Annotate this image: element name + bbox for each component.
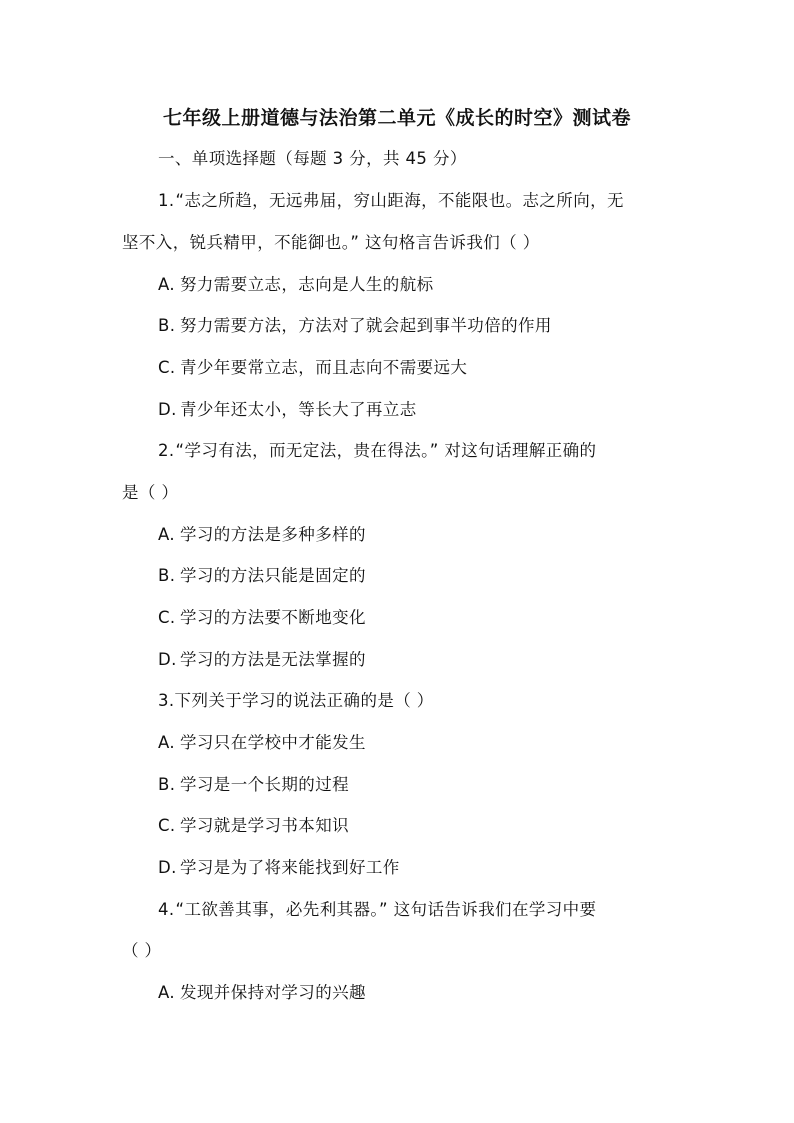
question-2-option-b: B. 学习的方法只能是固定的 <box>158 566 366 585</box>
question-3-option-a: A. 学习只在学校中才能发生 <box>158 733 366 752</box>
question-4-number: 4. <box>158 900 175 919</box>
question-2-number: 2. <box>158 441 175 460</box>
question-1-stem-line-2: 坚不入，锐兵精甲，不能御也。” 这句格言告诉我们（ ） <box>122 233 540 252</box>
question-2-stem-line-2: 是（ ） <box>122 483 179 502</box>
question-1-option-a: A. 努力需要立志，志向是人生的航标 <box>158 275 434 294</box>
question-3-stem: 3.下列关于学习的说法正确的是（ ） <box>158 691 434 710</box>
question-1-stem-line-1: 1.“志之所趋，无远弗届，穷山距海，不能限也。志之所向，无 <box>158 191 624 210</box>
question-2-stem-line-1: 2.“学习有法，而无定法，贵在得法。” 对这句话理解正确的 <box>158 441 597 460</box>
question-4-option-a: A. 发现并保持对学习的兴趣 <box>158 983 366 1002</box>
question-3-option-b: B. 学习是一个长期的过程 <box>158 775 349 794</box>
document-title: 七年级上册道德与法治第二单元《成长的时空》测试卷 <box>162 107 631 129</box>
question-4-stem-line-1: 4.“工欲善其事，必先利其器。” 这句话告诉我们在学习中要 <box>158 900 597 919</box>
question-2-option-d: D. 学习的方法是无法掌握的 <box>158 650 366 669</box>
question-1-option-d: D. 青少年还太小，等长大了再立志 <box>158 400 417 419</box>
question-1-option-b: B. 努力需要方法，方法对了就会起到事半功倍的作用 <box>158 316 552 335</box>
question-3-option-c: C. 学习就是学习书本知识 <box>158 816 349 835</box>
question-1-option-c: C. 青少年要常立志，而且志向不需要远大 <box>158 358 468 377</box>
question-4-stem-line-2: （ ） <box>122 941 162 960</box>
question-2-option-c: C. 学习的方法要不断地变化 <box>158 608 366 627</box>
section-heading: 一、单项选择题（每题 3 分，共 45 分） <box>158 149 467 168</box>
question-3-option-d: D. 学习是为了将来能找到好工作 <box>158 858 400 877</box>
question-1-number: 1. <box>158 191 175 210</box>
question-2-option-a: A. 学习的方法是多种多样的 <box>158 525 366 544</box>
question-3-number: 3. <box>158 691 175 710</box>
